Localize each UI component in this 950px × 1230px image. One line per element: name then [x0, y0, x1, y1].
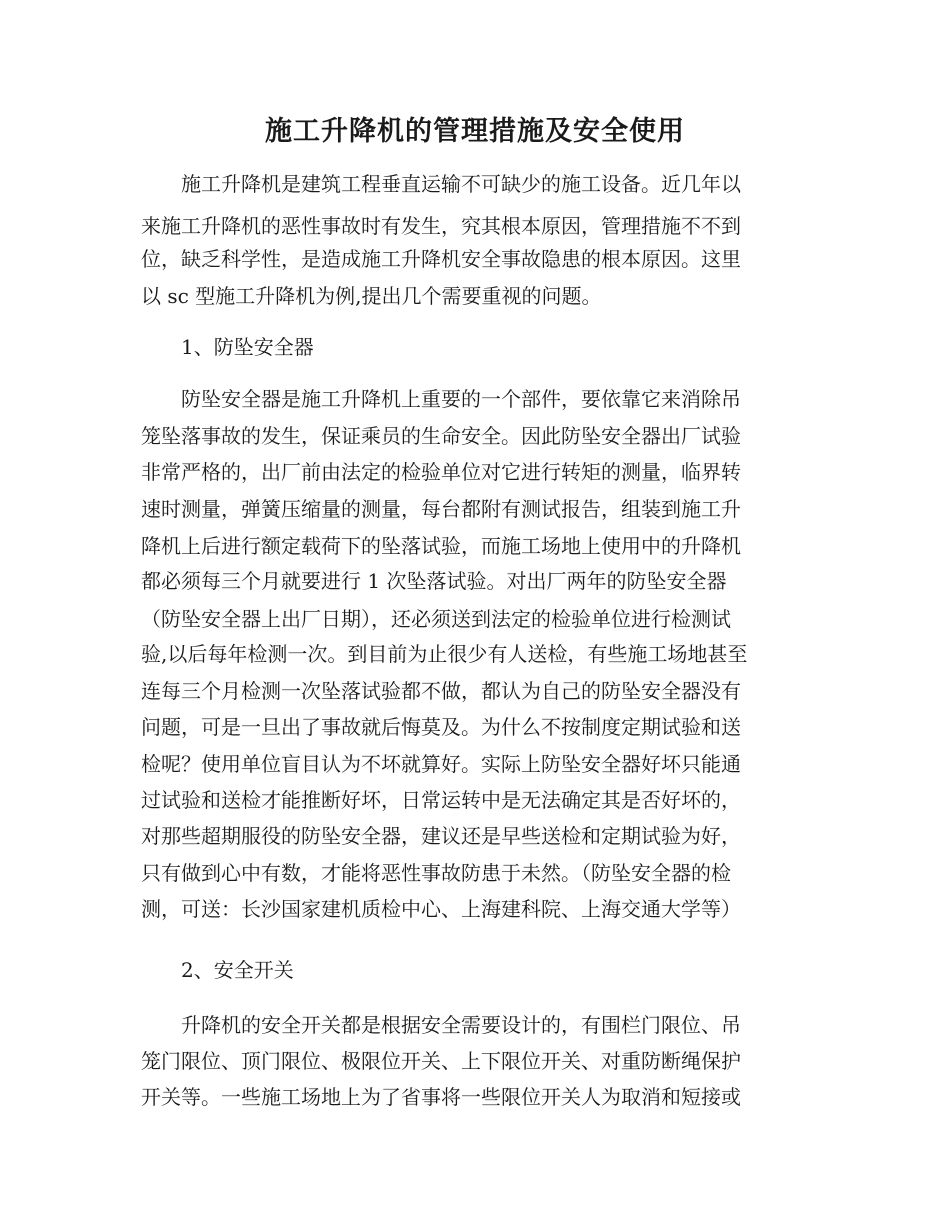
document-title: 施工升降机的管理措施及安全使用 [265, 116, 685, 147]
section1-line: 对那些超期服役的防坠安全器，建议还是早些送检和定期试验为好， [141, 824, 741, 848]
section1-line: 非常严格的，出厂前由法定的检验单位对它进行转矩的测量，临界转 [141, 460, 741, 484]
section1-line: 笼坠落事故的发生，保证乘员的生命安全。因此防坠安全器出厂试验 [141, 424, 741, 448]
section2-line: 升降机的安全开关都是根据安全需要设计的，有围栏门限位、吊 [141, 1013, 741, 1037]
section-heading-2: 2、安全开关 [141, 958, 294, 982]
section1-line: 速时测量，弹簧压缩量的测量，每台都附有测试报告，组装到施工升 [141, 497, 741, 521]
section1-line: 问题，可是一旦出了事故就后悔莫及。为什么不按制度定期试验和送 [141, 715, 741, 739]
section1-line: 降机上后进行额定载荷下的坠落试验，而施工场地上使用中的升降机 [141, 534, 741, 558]
section1-line: 都必须每三个月就要进行 1 次坠落试验。对出厂两年的防坠安全器 [141, 569, 727, 593]
section1-line: 过试验和送检才能推断好坏，日常运转中是无法确定其是否好坏的， [141, 788, 741, 812]
section1-line: 测，可送：长沙国家建机质检中心、上海建科院、上海交通大学等） [141, 897, 741, 921]
section1-line: 验,以后每年检测一次。到目前为止很少有人送检，有些施工场地甚至 [141, 642, 748, 666]
section1-line: 连每三个月检测一次坠落试验都不做，都认为自己的防坠安全器没有 [141, 679, 741, 703]
section1-line: 防坠安全器是施工升降机上重要的一个部件，要依靠它来消除吊 [141, 387, 741, 411]
section2-line: 笼门限位、顶门限位、极限位开关、上下限位开关、对重防断绳保护 [141, 1049, 741, 1073]
section-heading-1: 1、防坠安全器 [141, 335, 314, 359]
intro-line: 位，缺乏科学性，是造成施工升降机安全事故隐患的根本原因。这里 [141, 247, 741, 271]
intro-line: 施工升降机是建筑工程垂直运输不可缺少的施工设备。近几年以 [141, 172, 741, 196]
section1-line: 只有做到心中有数，才能将恶性事故防患于未然。（防坠安全器的检 [141, 861, 731, 885]
section2-line: 开关等。一些施工场地上为了省事将一些限位开关人为取消和短接或 [141, 1085, 741, 1109]
intro-line: 以 sc 型施工升降机为例,提出几个需要重视的问题。 [141, 284, 602, 308]
section1-line: 检呢？使用单位盲目认为不坏就算好。实际上防坠安全器好坏只能通 [141, 752, 741, 776]
intro-line: 来施工升降机的恶性事故时有发生，究其根本原因，管理措施不不到 [141, 214, 741, 238]
section1-line: （防坠安全器上出厂日期），还必须送到法定的检验单位进行检测试 [141, 607, 731, 631]
